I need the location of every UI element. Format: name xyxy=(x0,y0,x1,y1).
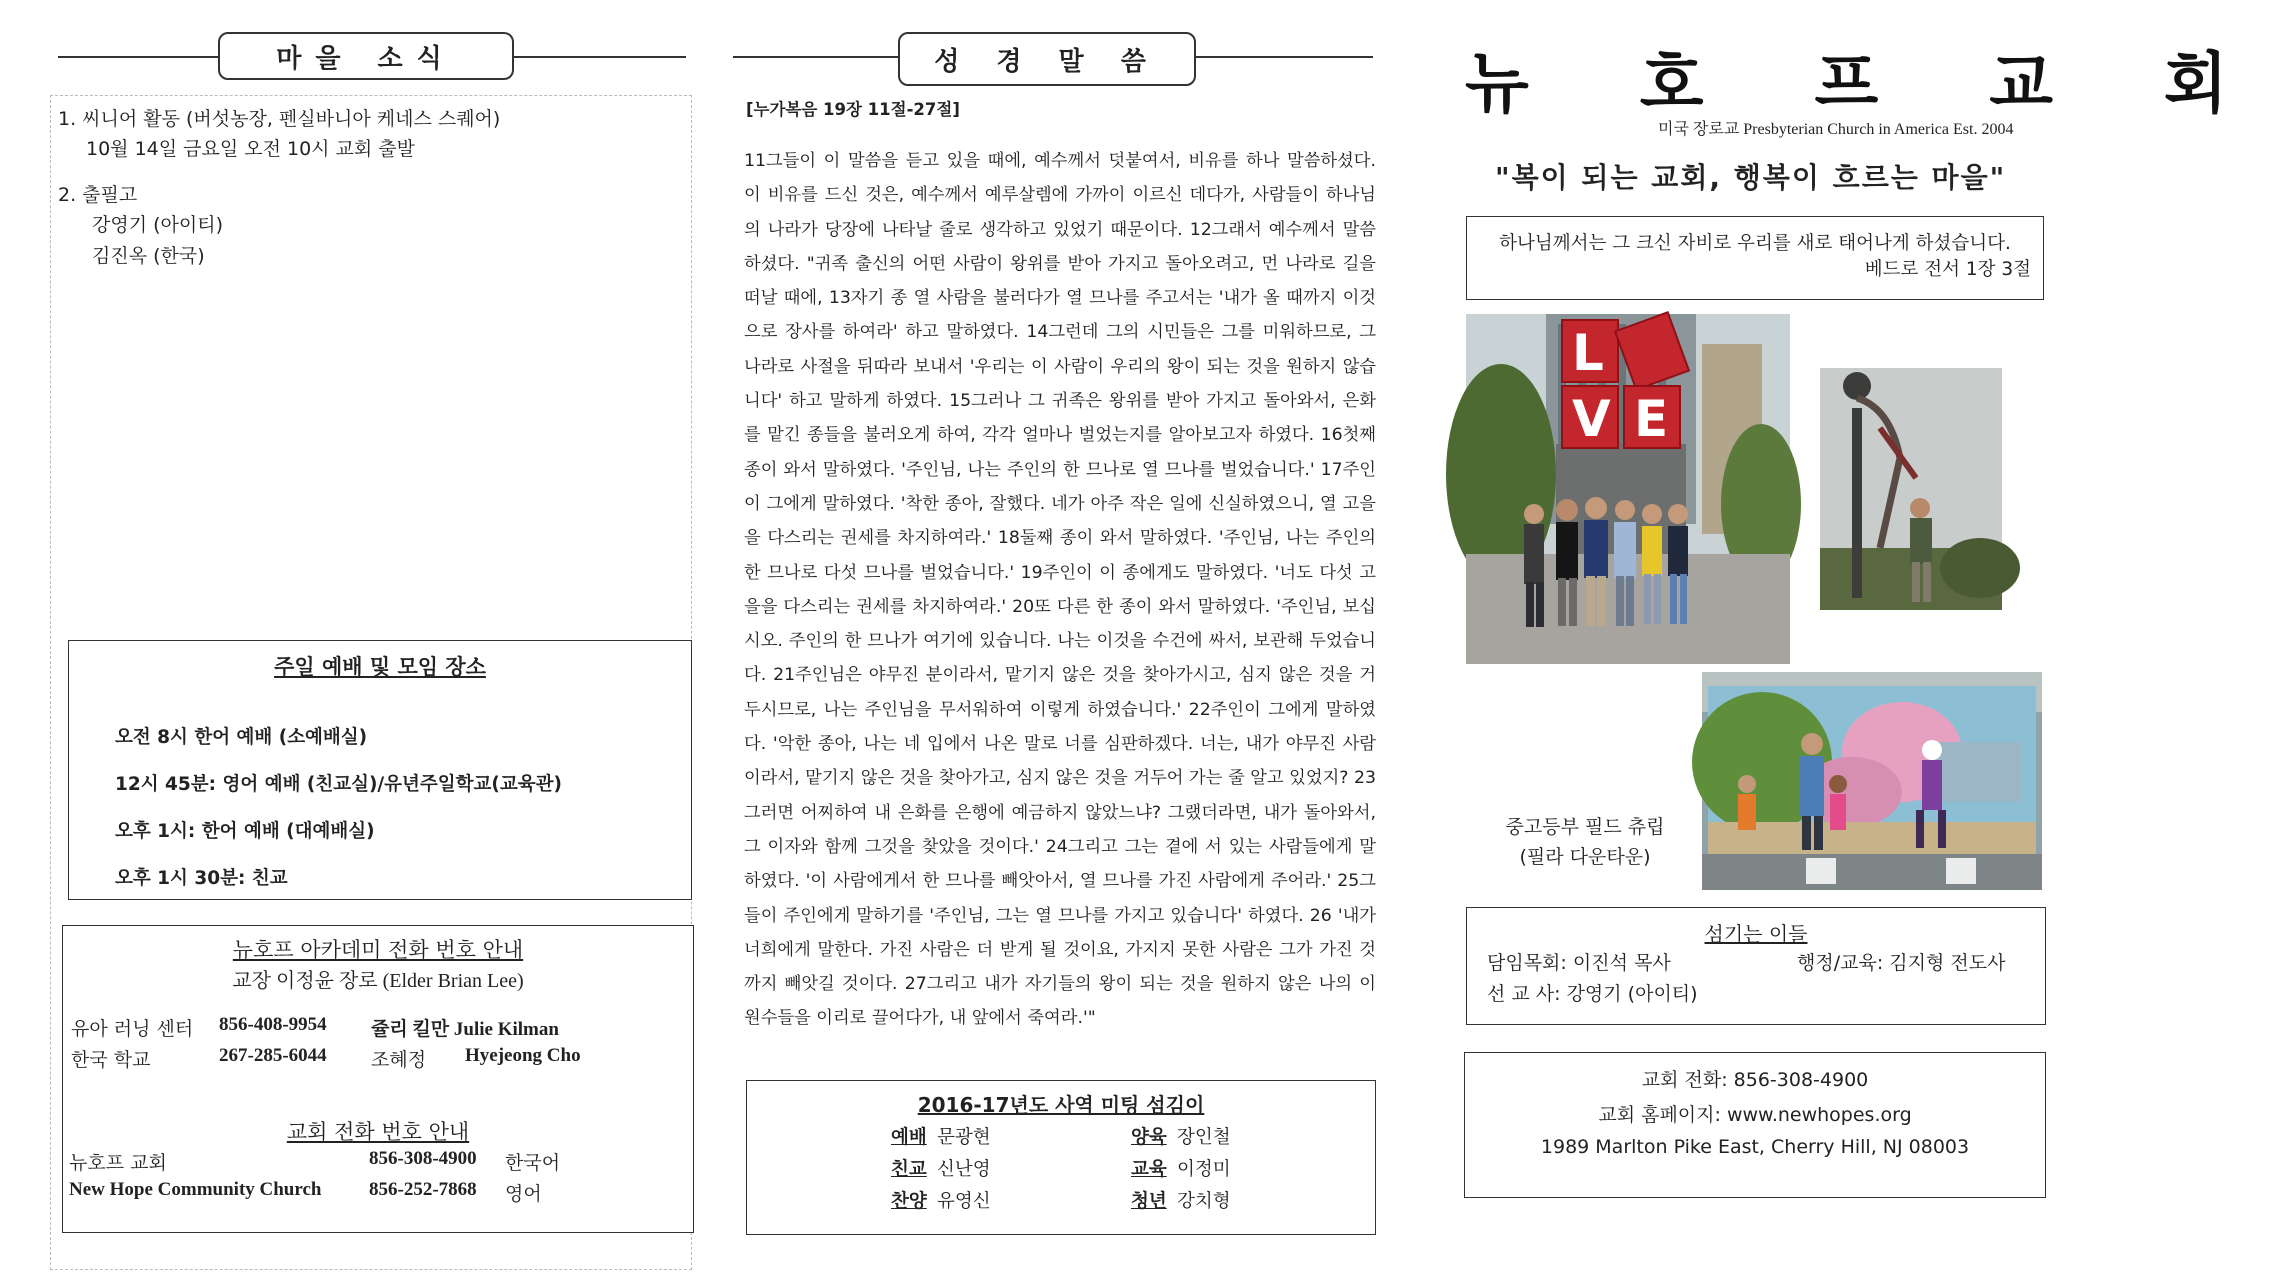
worship-line-2: 12시 45분: 영어 예배 (친교실)/유년주일학교(교육관) xyxy=(115,774,562,795)
ministry-box xyxy=(746,1080,1376,1235)
academy-row-2-contact: 조혜정 xyxy=(371,1049,427,1071)
ministry-right-name-2: 이정미 xyxy=(1177,1159,1231,1180)
academy-row-1-contact: 쥴리 킬만 Julie Kilman xyxy=(371,1019,559,1040)
ministry-right-name-1: 장인철 xyxy=(1177,1127,1231,1148)
academy-row-1-name: 유아 러닝 센터 xyxy=(71,1018,194,1040)
contact-box xyxy=(1464,1052,2046,1198)
ministry-left-name-1: 문광현 xyxy=(937,1127,991,1148)
ministry-left-name-3: 유영신 xyxy=(937,1191,991,1212)
servants-title: 섬기는 이들 xyxy=(1704,922,1808,946)
church-phone-row-1-phone: 856-308-4900 xyxy=(369,1148,477,1169)
photo-love-park xyxy=(1466,314,1790,664)
news-item-2: 2. 출필고 xyxy=(58,184,138,206)
ministry-title: 2016-17년도 사역 미팅 섬김이 xyxy=(917,1093,1205,1117)
verse-box xyxy=(1466,216,2044,300)
church-subtitle: 미국 장로교 Presbyterian Church in America Est. 2004 xyxy=(1658,121,2014,138)
sermon-reference: [누가복음 19장 11절-27절] xyxy=(746,100,960,119)
news-header: 마을 소식 xyxy=(218,32,514,80)
church-phone-title: 교회 전화 번호 안내 xyxy=(286,1120,470,1144)
ministry-left-name-2: 신난영 xyxy=(937,1159,991,1180)
love-letter-e: E xyxy=(1634,390,1669,448)
church-phone-row-2-phone: 856-252-7868 xyxy=(369,1179,477,1200)
ministry-left-role-3: 찬양 xyxy=(891,1191,927,1212)
photo-caption-line-1: 중고등부 필드 츄립 xyxy=(1505,816,1665,838)
verse-reference: 베드로 전서 1장 3절 xyxy=(1864,259,2031,280)
news-item-1-detail: 10월 14일 금요일 오전 10시 교회 출발 xyxy=(86,138,416,160)
contact-address: 1989 Marlton Pike East, Cherry Hill, NJ 08003 xyxy=(1540,1136,1970,1158)
contact-web: 교회 홈페이지: www.newhopes.org xyxy=(1598,1104,1912,1126)
love-letter-l: L xyxy=(1572,324,1604,382)
verse-text: 하나님께서는 그 크신 자비로 우리를 새로 태어나게 하셨습니다. xyxy=(1499,233,2011,254)
news-item-1: 1. 씨니어 활동 (버섯농장, 펜실바니아 케네스 스퀘어) xyxy=(58,108,501,130)
worship-line-1: 오전 8시 한어 예배 (소예배실) xyxy=(115,727,368,748)
worship-line-4: 오후 1시 30분: 친교 xyxy=(115,868,288,889)
sermon-header: 성 경 말 씀 xyxy=(898,32,1196,86)
sermon-text: 11그들이 이 말씀을 듣고 있을 때에, 예수께서 덧붙여서, 비유를 하나 말씀하셨다. 이 비유를 드신 것은, 예수께서 예루살렘에 가까이 이르신 데다가, 사람들이 하나님의 나라가 당장에 나타날 줄로 생각하고 있었기 때문이다. 12그래서 예수께서 말씀하셨다. "귀족 출신의 어떤 사람이 왕위를 받아 가지고 돌아오려고, 먼 나라로 길을 떠날 때에, 13자기 종 열 사람을 불러다가 열 므나를 주고서는 '내가 올 때까지 이것으로 장사를 하여라' 하고 말하였다. 14그런데 그의 시민들은 그를 미워하므로, 그 나라로 사절을 뒤따라 보내서 '우리는 이 사람이 우리의 왕이 되는 것을 원하지 않습니다' 하고 말하게 하였다. 15그러나 그 귀족은 왕위를 받아 가지고 돌아와서, 은화를 맡긴 종들을 불러오게 하여, 각각 얼마나 벌었는지를 알아보고자 하였다. 16첫째 종이 와서 말하였다. '주인님, 나는 주인의 한 므나로 열 므나를 벌었습니다.' 17주인이 그에게 말하였다. '착한 종아, 잘했다. 네가 아주 작은 일에 신실하였으니, 열 고을을 다스리는 권세를 차지하여라.' 18둘째 종이 와서 말하였다. '주인님, 나는 주인의 한 므나로 다섯 므나를 벌었습니다.' 19주인이 이 종에게도 말하였다. '너도 다섯 고을을 다스리는 권세를 차지하여라.' 20또 다른 한 종이 와서 말하였다. '주인님, 보십시오. 주인의 한 므나가 여기에 있습니다. 나는 이것을 수건에 싸서, 보관해 두었습니다. 21주인님은 야무진 분이라서, 맡기지 않은 것을 찾아가시고, 심지 않은 것을 거두시므로, 나는 주인님을 무서워하여 이렇게 하였습니다.' 22주인이 그에게 말하였다. '악한 종아, 나는 네 입에서 나온 말로 너를 심판하겠다. 너는, 내가 야무진 사람이라서, 맡기지 않은 것을 찾아가고, 심지 않은 것을 거두어 가는 줄 알고 있었지? 23그러면 어찌하여 내 은화를 은행에 예금하지 않았느냐? 그랬더라면, 내가 돌아와서, 그 이자와 함께 그것을 찾았을 것이다.' 24그리고 그는 곁에 서 있는 사람들에게 말하였다. '이 사람에게서 한 므나를 빼앗아서, 열 므나를 가진 사람에게 주어라.' 25그들이 주인에게 말하기를 '주인님, 그는 열 므나를 가지고 있습니다' 하였다. 26 '내가 너희에게 말한다. 가진 사람은 더 받게 될 것이요, 가지지 못한 사람은 그가 가진 것까지 빼앗길 것이다. 27그리고 내가 자기들의 왕이 되는 것을 원하지 않은 나의 이 원수들을 이리로 끌어다가, 내 앞에서 죽여라.'" xyxy=(744,151,1376,1029)
church-phone-row-2-name: New Hope Community Church xyxy=(69,1179,322,1200)
photo-mural-cutout xyxy=(1702,672,2042,890)
academy-row-2-name: 한국 학교 xyxy=(71,1049,151,1071)
academy-title: 뉴호프 아카데미 전화 번호 안내 xyxy=(232,938,524,962)
ministry-left-role-1: 예배 xyxy=(891,1127,927,1148)
worship-box xyxy=(68,640,692,900)
academy-row-1-phone: 856-408-9954 xyxy=(219,1014,327,1035)
ministry-right-name-3: 강치형 xyxy=(1177,1191,1231,1212)
church-phone-row-1-name: 뉴호프 교회 xyxy=(69,1152,167,1174)
servants-pastor: 담임목회: 이진석 목사 xyxy=(1487,952,1671,974)
love-letter-v: V xyxy=(1572,390,1611,448)
servants-missionary: 선 교 사: 강영기 (아이티) xyxy=(1487,983,1698,1005)
worship-title: 주일 예배 및 모임 장소 xyxy=(274,655,486,679)
worship-line-3: 오후 1시: 한어 예배 (대예배실) xyxy=(115,821,375,842)
academy-box xyxy=(62,925,694,1233)
academy-principal: 교장 이정윤 장로 (Elder Brian Lee) xyxy=(232,970,524,992)
ministry-right-role-2: 교육 xyxy=(1131,1159,1167,1180)
church-title: 뉴 호 프 교 회 xyxy=(1465,45,2272,122)
servants-box xyxy=(1466,907,2046,1025)
church-phone-row-2-lang: 영어 xyxy=(505,1183,542,1205)
photo-caption-line-2: (필라 다운타운) xyxy=(1519,846,1651,868)
academy-row-2-contact-en: Hyejeong Cho xyxy=(465,1045,581,1066)
ministry-right-role-1: 양육 xyxy=(1131,1127,1167,1148)
news-item-2-person-2: 김진옥 (한국) xyxy=(92,245,205,267)
ministry-right-role-3: 청년 xyxy=(1131,1191,1167,1212)
academy-row-2-phone: 267-285-6044 xyxy=(219,1045,327,1066)
church-motto: "복이 되는 교회, 행복이 흐르는 마을" xyxy=(1495,161,2007,194)
photo-lamp-sculpture xyxy=(1820,368,2002,610)
news-item-2-person-1: 강영기 (아이티) xyxy=(92,214,223,236)
ministry-left-role-2: 친교 xyxy=(891,1159,927,1180)
servants-admin: 행정/교육: 김지형 전도사 xyxy=(1797,952,2006,974)
church-phone-row-1-lang: 한국어 xyxy=(505,1152,561,1174)
contact-phone: 교회 전화: 856-308-4900 xyxy=(1641,1069,1869,1091)
